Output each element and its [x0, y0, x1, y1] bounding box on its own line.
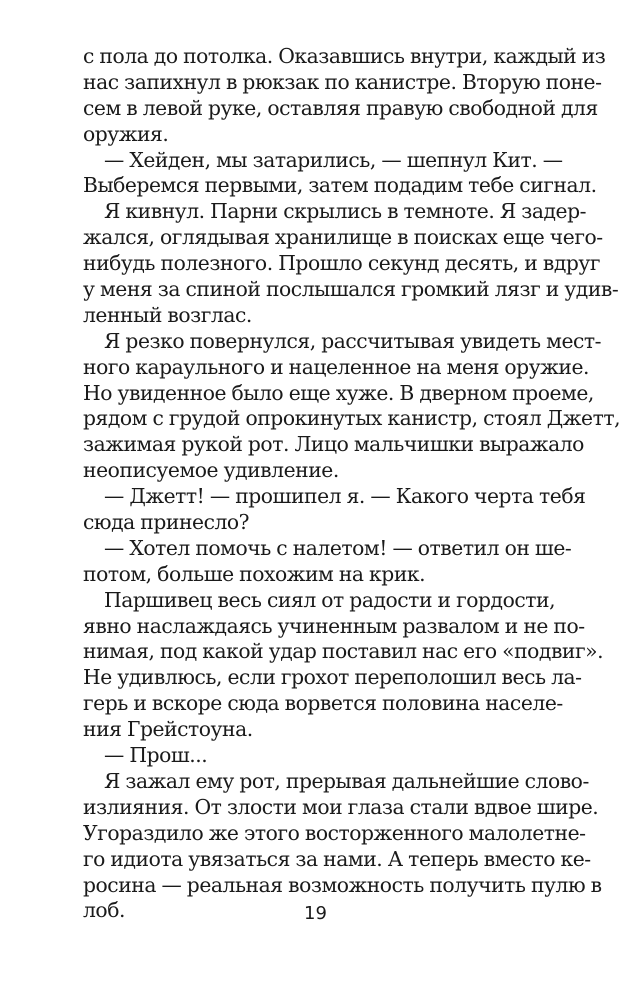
text-line: — Прош... — [104, 743, 208, 768]
text-line: Я кивнул. Парни скрылись в темноте. Я задер- — [104, 199, 587, 224]
text-line: Но увиденное было еще хуже. В дверном проеме, — [83, 380, 594, 405]
text-line: Выберемся первыми, затем подадим тебе сигнал. — [83, 173, 597, 198]
page-number: 19 — [304, 903, 327, 924]
text-line: — Хотел помочь с налетом! — ответил он ше- — [104, 535, 572, 560]
text-line: ного караульного и нацеленное на меня оружие. — [83, 354, 590, 379]
text-line: излияния. От злости мои глаза стали вдвое шире. — [83, 794, 599, 819]
text-line: герь и вскоре сюда ворвется половина населе- — [83, 691, 563, 716]
text-line: сем в левой руке, оставляя правую свободной для — [83, 95, 598, 120]
text-line: явно наслаждаясь учиненным развалом и не по- — [83, 613, 585, 638]
text-line: ленный возглас. — [83, 302, 252, 327]
text-line: нас запихнул в рюкзак по канистре. Вторую поне- — [83, 69, 602, 94]
text-line: Паршивец весь сиял от радости и гордости, — [104, 587, 556, 612]
text-line: с пола до потолка. Оказавшись внутри, каждый из — [83, 44, 606, 68]
text-line: у меня за спиной послышался громкий лязг и удив- — [83, 277, 619, 302]
text-line: потом, больше похожим на крик. — [83, 561, 426, 586]
text-line: Я зажал ему рот, прерывая дальнейшие слово- — [104, 768, 589, 793]
text-line: Не удивлюсь, если грохот переполошил весь ла- — [83, 665, 582, 690]
text-line: сюда принесло? — [83, 510, 250, 535]
text-line: Я резко повернулся, рассчитывая увидеть мест- — [104, 328, 602, 353]
text-line: зажимая рукой рот. Лицо мальчишки выражало — [83, 432, 584, 457]
text-line: — Джетт! — прошипел я. — Какого черта тебя — [104, 484, 586, 509]
text-line: росина — реальная возможность получить пулю в — [83, 872, 602, 897]
body-text — [83, 44, 621, 924]
text-line: лоб. — [83, 898, 125, 923]
text-line: ния Грейстоуна. — [83, 717, 253, 742]
text-line: — Хейден, мы затарились, — шепнул Кит. — — [104, 147, 563, 172]
text-line: нимая, под какой удар поставил нас его «подвиг». — [83, 639, 604, 664]
text-line: Угораздило же этого восторженного малолетне- — [83, 820, 586, 845]
text-line: неописуемое удивление. — [83, 458, 339, 483]
text-line: рядом с грудой опрокинутых канистр, стоял Джетт, — [83, 406, 621, 431]
text-line: оружия. — [83, 121, 169, 146]
text-line: го идиота увязаться за нами. А теперь вместо ке- — [83, 846, 591, 871]
text-line: жался, оглядывая хранилище в поисках еще чего- — [83, 225, 603, 250]
text-line: нибудь полезного. Прошло секунд десять, и вдруг — [83, 251, 601, 276]
